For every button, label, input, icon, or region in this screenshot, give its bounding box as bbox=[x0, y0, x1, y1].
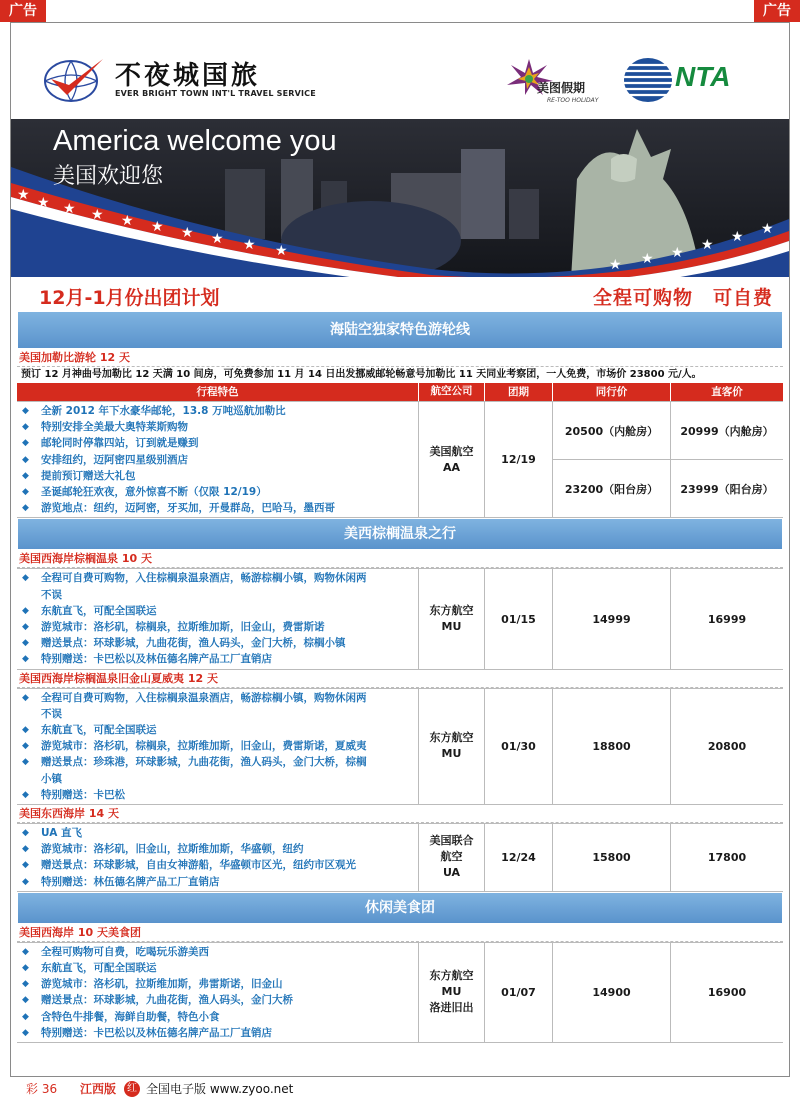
feature-item: ◆ 全程可购物可自费，吃喝玩乐游美西 bbox=[21, 944, 418, 960]
schedule-title: 12月-1月份出团计划 bbox=[39, 287, 220, 309]
feature-item: ◆ 赠送景点：环球影城，九曲花街，渔人码头，金门大桥，棕榈小镇 bbox=[21, 635, 418, 651]
banner-title: America welcome you bbox=[53, 125, 337, 157]
airline-cell: 东方航空 MU 洛进旧出 bbox=[419, 943, 485, 1042]
retail-price-cell bbox=[671, 402, 783, 517]
section-header: 休闲美食团 bbox=[17, 892, 783, 924]
svg-text:★: ★ bbox=[671, 245, 684, 261]
feature-item: ◆ 东航直飞，可配全国联运 bbox=[21, 722, 418, 738]
retail-price-cell: 20800 bbox=[707, 739, 747, 753]
banner bbox=[11, 119, 789, 277]
departure-date-cell: 01/07 bbox=[485, 943, 553, 1042]
airline-cell: 东方航空 MU bbox=[419, 569, 485, 668]
brand-name: 不夜城国旅 bbox=[115, 61, 261, 91]
feature-item: ◆ 特别赠送：林伍德名牌产品工厂直销店 bbox=[21, 874, 418, 890]
feature-item: ◆ 特别安排全美最大奥特莱斯购物 bbox=[21, 419, 418, 435]
feature-item: ◆ 特别赠送：卡巴松以及林伍德名牌产品工厂直销店 bbox=[21, 651, 418, 667]
airline-cell: 美国联合 航空 UA bbox=[419, 824, 485, 891]
column-header: 直客价 bbox=[711, 386, 743, 398]
feature-item: ◆ 游览城市：洛杉矶，旧金山，拉斯维加斯，华盛顿，纽约 bbox=[21, 841, 418, 857]
svg-text:★: ★ bbox=[17, 187, 30, 203]
page-number: 彩 36 bbox=[26, 1082, 58, 1096]
svg-text:★: ★ bbox=[121, 213, 134, 229]
svg-text:★: ★ bbox=[63, 201, 76, 217]
price-option: 20999（内舱房） bbox=[680, 424, 774, 438]
page-footer bbox=[0, 1078, 800, 1100]
trade-price-cell: 15800 bbox=[553, 824, 671, 891]
feature-item: 不误 bbox=[41, 707, 62, 720]
column-header: 航空公司 bbox=[419, 383, 485, 401]
svg-text:★: ★ bbox=[91, 207, 104, 223]
column-header: 行程特色 bbox=[17, 383, 419, 401]
route-title: 美国东西海岸 14 天 bbox=[17, 805, 783, 823]
feature-item: ◆ 圣诞邮轮狂欢夜，意外惊喜不断（仅限 12/19） bbox=[21, 484, 418, 500]
feature-item: ◆ 游览城市：洛杉矶，拉斯维加斯，弗雷斯诺，旧金山 bbox=[21, 976, 418, 992]
svg-text:★: ★ bbox=[37, 195, 50, 211]
retail-price-cell: 16999 bbox=[707, 612, 747, 626]
feature-item: ◆ UA 直飞 bbox=[21, 825, 418, 841]
ad-label-right: 广告 bbox=[754, 0, 800, 22]
price-option: 23200（阳台房） bbox=[553, 459, 670, 517]
column-header: 团期 bbox=[485, 383, 553, 401]
edition-label: 江西版 bbox=[80, 1082, 117, 1096]
feature-item: ◆ 东航直飞，可配全国联运 bbox=[21, 960, 418, 976]
partner-logo-nta bbox=[623, 57, 773, 103]
subheading-bar bbox=[11, 277, 789, 309]
price-option: 20500（内舱房） bbox=[564, 424, 659, 438]
feature-item: ◆ 特别赠送：卡巴松以及林伍德名牌产品工厂直销店 bbox=[21, 1025, 418, 1041]
svg-text:★: ★ bbox=[609, 257, 622, 273]
departure-date-cell: 01/30 bbox=[485, 689, 553, 804]
ad-label-left: 广告 bbox=[0, 0, 46, 22]
retail-price-cell: 16900 bbox=[707, 985, 747, 999]
trade-price-cell: 18800 bbox=[553, 689, 671, 804]
departure-date-cell: 01/15 bbox=[485, 569, 553, 668]
route-note: 预订 12 月神曲号加勒比 12 天满 10 间房，可免费参加 11 月 14 日出发挪威邮轮畅意号加勒比 11 天同业考察团，一人免费，市场价 23800 元/人。 bbox=[21, 369, 702, 380]
svg-text:★: ★ bbox=[641, 251, 654, 267]
column-header: 同行价 bbox=[553, 383, 671, 401]
airline-cell: 美国航空 AA bbox=[419, 402, 485, 517]
brand-logo bbox=[41, 51, 341, 107]
feature-item: ◆ 赠送景点：环球影城，九曲花街，渔人码头，金门大桥 bbox=[21, 992, 418, 1008]
table-header-row bbox=[17, 383, 783, 401]
shopping-note: 全程可购物 可自费 bbox=[592, 287, 773, 309]
partner-logo-meitu bbox=[495, 53, 605, 109]
feature-item: ◆ 赠送景点：环球影城，自由女神游船，华盛顿市区光，纽约市区观光 bbox=[21, 857, 418, 873]
banner-subtitle: 美国欢迎您 bbox=[53, 164, 164, 189]
trade-price-cell: 14999 bbox=[553, 569, 671, 668]
svg-text:★: ★ bbox=[181, 225, 194, 241]
airline-cell: 东方航空 MU bbox=[419, 689, 485, 804]
section-header: 海陆空独家特色游轮线 bbox=[17, 311, 783, 349]
features-cell bbox=[17, 943, 419, 1042]
svg-text:★: ★ bbox=[731, 229, 744, 245]
feature-item: ◆ 特别赠送：卡巴松 bbox=[21, 787, 418, 803]
route-title: 美国西海岸棕榈温泉旧金山夏威夷 12 天 bbox=[17, 670, 783, 688]
departure-date-cell: 12/24 bbox=[485, 824, 553, 891]
svg-text:★: ★ bbox=[243, 237, 256, 253]
feature-item: ◆ 全程可自费可购物，入住棕榈泉温泉酒店，畅游棕榈小镇，购物休闲两 bbox=[21, 570, 418, 586]
globe-check-icon bbox=[41, 55, 105, 103]
table-row bbox=[17, 942, 783, 1043]
partner1-name: 美图假期 bbox=[537, 81, 586, 95]
feature-item: ◆ 全程可自费可购物，入住棕榈泉温泉酒店，畅游棕榈小镇，购物休闲两 bbox=[21, 690, 418, 706]
features-cell bbox=[17, 824, 419, 891]
brand-name-en: EVER BRIGHT TOWN INT'L TRAVEL SERVICE bbox=[115, 89, 316, 98]
feature-item: ◆ 提前预订赠送大礼包 bbox=[21, 468, 418, 484]
header bbox=[11, 23, 789, 119]
features-cell bbox=[17, 689, 419, 804]
departure-date-cell: 12/19 bbox=[485, 402, 553, 517]
feature-item: ◆ 游览城市：洛杉矶，棕榈泉，拉斯维加斯，旧金山，费雷斯诺 bbox=[21, 619, 418, 635]
route-title: 美国加勒比游轮 12 天 bbox=[17, 349, 783, 367]
feature-item: 小镇 bbox=[41, 772, 62, 785]
partner1-name-en: RE-TOO HOLIDAY bbox=[547, 97, 599, 104]
feature-list bbox=[17, 824, 418, 891]
feature-item: ◆ 赠送景点：珍珠港，环球影城，九曲花街，渔人码头，金门大桥，棕榈 bbox=[21, 754, 418, 770]
route-title: 美国西海岸 10 天美食团 bbox=[17, 924, 783, 942]
feature-item: ◆ 邮轮同时停靠四站，订到就是赚到 bbox=[21, 435, 418, 451]
nta-globe-icon bbox=[623, 57, 673, 103]
svg-text:★: ★ bbox=[761, 221, 774, 237]
trade-price-cell bbox=[553, 402, 671, 517]
feature-list bbox=[17, 943, 418, 1042]
table-row bbox=[17, 401, 783, 518]
table-row bbox=[17, 568, 783, 669]
feature-item: ◆ 含特色牛排餐，海鲜自助餐，特色小食 bbox=[21, 1009, 418, 1025]
table-row bbox=[17, 823, 783, 892]
feature-item: ◆ 游览地点：纽约，迈阿密，牙买加，开曼群岛，巴哈马，墨西哥 bbox=[21, 500, 418, 516]
section-header: 美西棕榈温泉之行 bbox=[17, 518, 783, 550]
feature-item: ◆ 游览城市：洛杉矶，棕榈泉，拉斯维加斯，旧金山，费雷斯诺，夏威夷 bbox=[21, 738, 418, 754]
itinerary-table bbox=[17, 311, 783, 1043]
route-title: 美国西海岸棕榈温泉 10 天 bbox=[17, 550, 783, 568]
svg-text:★: ★ bbox=[151, 219, 164, 235]
epaper-link[interactable]: 全国电子版 www.zyoo.net bbox=[146, 1082, 294, 1096]
feature-list bbox=[17, 689, 418, 804]
feature-list bbox=[17, 402, 418, 517]
feature-item: ◆ 全新 2012 年下水豪华邮轮，13.8 万吨巡航加勒比 bbox=[21, 403, 418, 419]
feature-list bbox=[17, 569, 418, 668]
features-cell bbox=[17, 569, 419, 668]
advert-frame bbox=[10, 22, 790, 1077]
partner2-name: NTA bbox=[675, 61, 731, 92]
feature-item: 不误 bbox=[41, 588, 62, 601]
red-circle-icon: 红 bbox=[124, 1081, 140, 1097]
svg-text:★: ★ bbox=[275, 243, 288, 259]
svg-text:★: ★ bbox=[701, 237, 714, 253]
features-cell bbox=[17, 402, 419, 517]
price-option: 23999（阳台房） bbox=[671, 459, 783, 517]
feature-item: ◆ 安排纽约，迈阿密四星级别酒店 bbox=[21, 452, 418, 468]
table-row bbox=[17, 688, 783, 805]
trade-price-cell: 14900 bbox=[553, 943, 671, 1042]
feature-item: ◆ 东航直飞，可配全国联运 bbox=[21, 603, 418, 619]
retail-price-cell: 17800 bbox=[707, 850, 747, 864]
svg-text:★: ★ bbox=[211, 231, 224, 247]
